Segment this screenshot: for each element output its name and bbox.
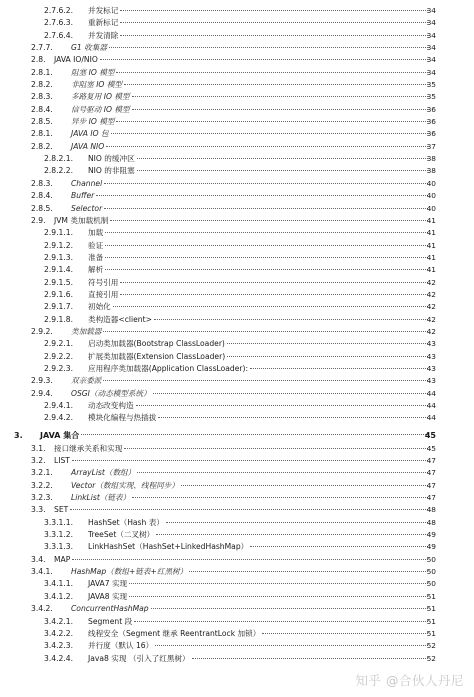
dot-leader bbox=[105, 238, 428, 246]
toc-entry-number: 3.4.1.2. bbox=[44, 591, 73, 601]
toc-entry-number: 3. bbox=[14, 430, 23, 440]
toc-entry-page: 36 bbox=[426, 117, 436, 127]
toc-entry-page: 43 bbox=[426, 351, 436, 361]
dot-leader bbox=[105, 262, 428, 270]
dot-leader bbox=[158, 410, 428, 418]
toc-entry-title: 动态改变构造 bbox=[88, 400, 135, 412]
toc-entry-number: 3.2. bbox=[31, 456, 46, 466]
dot-leader bbox=[104, 176, 428, 184]
toc-entry-page: 43 bbox=[426, 376, 436, 386]
toc-entry-number: 2.8.2.1. bbox=[44, 154, 73, 164]
toc-entry-number: 2.9.2. bbox=[31, 326, 53, 336]
toc-entry-number: 3.4.2.3. bbox=[44, 641, 73, 651]
toc-entry-title: G1 收集器 bbox=[71, 42, 108, 54]
toc-entry-page: 34 bbox=[426, 30, 436, 40]
toc-entry-page: 50 bbox=[426, 579, 436, 589]
toc-entry-number: 2.9.1.8. bbox=[44, 314, 73, 324]
toc-entry-number: 2.8.4. bbox=[31, 191, 53, 201]
toc-entry-page: 34 bbox=[426, 43, 436, 53]
toc-entry-page: 35 bbox=[426, 92, 436, 102]
toc-entry-title: LinkHashSet（HashSet+LinkedHashMap） bbox=[88, 541, 249, 553]
toc-entry-page: 50 bbox=[426, 567, 436, 577]
toc-entry-page: 49 bbox=[426, 542, 436, 552]
dot-leader bbox=[137, 465, 428, 473]
toc-entry-page: 41 bbox=[426, 215, 436, 225]
dot-leader bbox=[136, 398, 428, 406]
dot-leader bbox=[250, 361, 428, 369]
toc-entry-number: 3.4.2. bbox=[31, 604, 53, 614]
toc-entry-page: 34 bbox=[426, 55, 436, 65]
toc-entry-number: 2.9. bbox=[31, 215, 46, 225]
toc-entry-page: 52 bbox=[426, 641, 436, 651]
dot-leader bbox=[189, 564, 428, 572]
dot-leader bbox=[105, 225, 428, 233]
toc-entry-number: 2.8.2. bbox=[31, 141, 53, 151]
dot-leader bbox=[132, 89, 428, 97]
dot-leader bbox=[116, 114, 428, 122]
toc-entry-title: 准备 bbox=[88, 252, 104, 264]
toc-entry-page: 42 bbox=[426, 326, 436, 336]
toc-entry-title: JAVA IO 包 bbox=[71, 128, 110, 140]
toc-entry-title: HashSet（Hash 表） bbox=[88, 517, 165, 529]
toc-entry-title: 阻塞 IO 模型 bbox=[71, 67, 115, 79]
dot-leader bbox=[137, 163, 428, 171]
toc-entry-title: NIO 的非阻塞 bbox=[88, 165, 136, 177]
toc-entry-page: 36 bbox=[426, 104, 436, 114]
dot-leader bbox=[262, 626, 428, 634]
toc-entry-page: 47 bbox=[426, 456, 436, 466]
toc-entry-title: 接口继承关系和实现 bbox=[54, 443, 123, 455]
toc-entry-title-wrap bbox=[88, 412, 428, 424]
toc-entry-title: 并行度（默认 16） bbox=[88, 640, 154, 652]
toc-entry-number: 2.8.1. bbox=[31, 129, 53, 139]
dot-leader bbox=[134, 614, 428, 622]
dot-leader bbox=[72, 552, 428, 560]
toc-entry-title: JAVA8 实现 bbox=[88, 591, 128, 603]
toc-entry-page: 51 bbox=[426, 628, 436, 638]
toc-entry-title: NIO 的缓冲区 bbox=[88, 153, 136, 165]
toc-entry-number: 2.9.4.2. bbox=[44, 413, 73, 423]
toc-entry-page: 48 bbox=[426, 505, 436, 515]
toc-entry-title: 类构造器<client> bbox=[88, 314, 153, 326]
toc-entry-page: 42 bbox=[426, 314, 436, 324]
toc-entry-title: Vector（数组实现、线程同步） bbox=[71, 480, 180, 492]
toc-entry-number: 3.3.1.2. bbox=[44, 530, 73, 540]
toc-entry-page: 43 bbox=[426, 339, 436, 349]
toc-entry-title: Selector bbox=[71, 203, 103, 215]
toc-entry-title: 直接引用 bbox=[88, 289, 119, 301]
toc-entry-page: 47 bbox=[426, 480, 436, 490]
dot-leader bbox=[129, 576, 428, 584]
toc-entry[interactable] bbox=[0, 653, 474, 665]
dot-leader bbox=[120, 15, 428, 23]
toc-entry-number: 2.7.7. bbox=[31, 43, 53, 53]
toc-entry-title: LinkList（链表） bbox=[71, 492, 131, 504]
dot-leader bbox=[106, 139, 428, 147]
toc-entry-page: 52 bbox=[426, 653, 436, 663]
toc-entry-page: 44 bbox=[426, 388, 436, 398]
toc-entry-number: 2.9.1.6. bbox=[44, 289, 73, 299]
toc-entry-number: 3.4.1.1. bbox=[44, 579, 73, 589]
toc-entry-title: 符号引用 bbox=[88, 277, 119, 289]
toc-entry-title: 应用程序类加载器(Application ClassLoader): bbox=[88, 363, 249, 375]
dot-leader bbox=[96, 188, 428, 196]
toc-entry-number: 2.8.2. bbox=[31, 80, 53, 90]
toc-entry-title: 初始化 bbox=[88, 301, 112, 313]
toc-entry-page: 45 bbox=[426, 443, 436, 453]
dot-leader bbox=[111, 126, 428, 134]
dot-leader bbox=[156, 527, 428, 535]
watermark: 知乎 @合伙人丹尼 bbox=[355, 673, 464, 688]
toc-entry-page: 43 bbox=[426, 363, 436, 373]
dot-leader bbox=[153, 386, 428, 394]
toc-entry-page: 48 bbox=[426, 517, 436, 527]
toc-entry-number: 2.9.4.1. bbox=[44, 401, 73, 410]
toc-entry-page: 51 bbox=[426, 604, 436, 614]
toc-entry-page: 37 bbox=[426, 141, 436, 151]
toc-entry-page: 42 bbox=[426, 277, 436, 287]
toc-entry-number: 3.4.1. bbox=[31, 567, 53, 577]
toc-entry-number: 2.9.1.5. bbox=[44, 277, 73, 287]
toc-entry-title: ConcurrentHashMap bbox=[71, 603, 150, 615]
toc-entry-number: 3.4. bbox=[31, 554, 46, 564]
dot-leader bbox=[100, 52, 428, 60]
toc-entry-number: 2.8. bbox=[31, 55, 46, 65]
dot-leader bbox=[166, 515, 428, 523]
toc-entry-number: 3.3. bbox=[31, 505, 46, 515]
toc-entry-title: 加载 bbox=[88, 227, 104, 239]
toc-entry-title: 重新标记 bbox=[88, 17, 119, 29]
table-of-contents bbox=[0, 5, 474, 665]
dot-leader bbox=[72, 453, 428, 461]
toc-entry-title: Java8 实现 （引入了红黑树） bbox=[88, 653, 191, 665]
toc-entry-page: 40 bbox=[426, 178, 436, 188]
toc-entry-title: SET bbox=[54, 504, 69, 516]
toc-entry-number: 2.9.4. bbox=[31, 388, 53, 398]
dot-leader bbox=[227, 336, 428, 344]
toc-entry-title: Channel bbox=[71, 178, 103, 190]
dot-leader bbox=[151, 601, 428, 609]
toc-entry-title: 模块化编程与热插拔 bbox=[88, 412, 157, 424]
toc-entry-page: 51 bbox=[426, 616, 436, 626]
toc-entry-title: JAVA7 实现 bbox=[88, 578, 128, 590]
toc-entry-page: 40 bbox=[426, 191, 436, 201]
dot-leader bbox=[81, 427, 428, 435]
toc-entry-title: JAVA 集合 bbox=[40, 429, 80, 443]
toc-entry-page: 42 bbox=[426, 289, 436, 299]
toc-entry-title: 类加载器 bbox=[71, 326, 102, 338]
dot-leader bbox=[70, 502, 428, 510]
dot-leader bbox=[103, 324, 428, 332]
toc-entry-page: 34 bbox=[426, 6, 436, 15]
toc-entry-title: 并发清除 bbox=[88, 30, 119, 42]
dot-leader bbox=[181, 478, 428, 486]
toc-entry-number: 3.2.1. bbox=[31, 468, 53, 478]
toc-entry-number: 3.4.2.2. bbox=[44, 628, 73, 638]
toc-entry-title: 非阻塞 IO 模型 bbox=[71, 79, 123, 91]
toc-entry-number: 2.8.1. bbox=[31, 67, 53, 77]
toc-entry-page: 34 bbox=[426, 67, 436, 77]
toc-entry-number: 2.9.1.3. bbox=[44, 252, 73, 262]
toc-entry-number: 2.9.2.2. bbox=[44, 351, 73, 361]
toc-entry-title: TreeSet（二叉树） bbox=[88, 529, 155, 541]
dot-leader bbox=[227, 349, 428, 357]
toc-entry-page: 38 bbox=[426, 166, 436, 176]
toc-entry-number: 2.7.6.2. bbox=[44, 6, 73, 15]
toc-entry-page: 42 bbox=[426, 302, 436, 312]
toc-entry-page: 34 bbox=[426, 18, 436, 28]
dot-leader bbox=[137, 151, 428, 159]
toc-entry-number: 3.4.2.4. bbox=[44, 653, 73, 663]
toc-entry-title: MAP bbox=[54, 554, 71, 566]
dot-leader bbox=[132, 102, 428, 110]
toc-entry-title: 线程安全（Segment 继承 ReentrantLock 加锁） bbox=[88, 628, 261, 640]
toc-entry-page: 49 bbox=[426, 530, 436, 540]
dot-leader bbox=[120, 28, 428, 36]
toc-entry-number: 2.9.1.7. bbox=[44, 302, 73, 312]
toc-entry-title: Buffer bbox=[71, 190, 95, 202]
toc-entry-title: JAVA IO/NIO bbox=[54, 54, 99, 66]
toc-entry-title: LIST bbox=[54, 455, 71, 467]
toc-entry-title: Segment 段 bbox=[88, 616, 133, 628]
toc-entry-title: 双亲委派 bbox=[71, 375, 102, 387]
toc-entry-number: 2.9.3. bbox=[31, 376, 53, 386]
toc-entry-number: 3.2.2. bbox=[31, 480, 53, 490]
toc-entry-title: ArrayList（数组） bbox=[71, 467, 136, 479]
toc-entry-number: 2.7.6.4. bbox=[44, 30, 73, 40]
toc-entry-page: 47 bbox=[426, 468, 436, 478]
toc-entry-page: 38 bbox=[426, 154, 436, 164]
dot-leader bbox=[110, 213, 428, 221]
dot-leader bbox=[113, 299, 428, 307]
toc-entry-title: JAVA NIO bbox=[71, 141, 105, 153]
toc-entry-number: 2.8.2.2. bbox=[44, 166, 73, 176]
toc-entry-page: 41 bbox=[426, 265, 436, 275]
toc-entry-number: 2.8.4. bbox=[31, 104, 53, 114]
toc-entry-page: 44 bbox=[426, 413, 436, 423]
toc-entry-number: 2.9.1.1. bbox=[44, 228, 73, 238]
toc-entry-title: 异步 IO 模型 bbox=[71, 116, 115, 128]
toc-entry-title: 启动类加载器(Bootstrap ClassLoader) bbox=[88, 338, 226, 350]
toc-entry-title: 信号驱动 IO 模型 bbox=[71, 104, 131, 116]
toc-entry-number: 2.9.1.4. bbox=[44, 265, 73, 275]
dot-leader bbox=[120, 287, 428, 295]
toc-entry-number: 2.8.3. bbox=[31, 178, 53, 188]
toc-entry-title: HashMap（数组+链表+红黑树） bbox=[71, 566, 188, 578]
toc-entry-page: 47 bbox=[426, 493, 436, 503]
toc-entry-number: 3.1. bbox=[31, 443, 46, 453]
toc-entry-page: 50 bbox=[426, 554, 436, 564]
toc-entry-number: 3.3.1.3. bbox=[44, 542, 73, 552]
toc-entry-number: 3.2.3. bbox=[31, 493, 53, 503]
dot-leader bbox=[120, 3, 428, 11]
toc-entry-page: 35 bbox=[426, 80, 436, 90]
toc-entry-title: JVM 类加载机制 bbox=[54, 215, 109, 227]
toc-entry[interactable] bbox=[0, 412, 474, 424]
toc-entry-page: 45 bbox=[424, 430, 436, 440]
toc-entry-number: 2.8.5. bbox=[31, 203, 53, 213]
dot-leader bbox=[192, 651, 428, 659]
dot-leader bbox=[120, 275, 428, 283]
toc-entry-page: 36 bbox=[426, 129, 436, 139]
dot-leader bbox=[116, 65, 428, 73]
toc-entry-number: 2.8.5. bbox=[31, 117, 53, 127]
toc-entry-title: 多路复用 IO 模型 bbox=[71, 91, 131, 103]
toc-entry-number: 2.9.2.1. bbox=[44, 339, 73, 349]
dot-leader bbox=[132, 490, 428, 498]
toc-entry-page: 44 bbox=[426, 401, 436, 410]
dot-leader bbox=[109, 40, 428, 48]
toc-entry-title-wrap bbox=[88, 653, 428, 665]
toc-entry-number: 2.7.6.3. bbox=[44, 18, 73, 28]
dot-leader bbox=[124, 77, 428, 85]
toc-entry-number: 3.3.1.1. bbox=[44, 517, 73, 527]
toc-entry-title: 并发标记 bbox=[88, 5, 119, 17]
dot-leader bbox=[105, 250, 428, 258]
toc-entry-title: 解析 bbox=[88, 264, 104, 276]
dot-leader bbox=[154, 312, 428, 320]
dot-leader bbox=[103, 373, 428, 381]
toc-entry-page: 51 bbox=[426, 591, 436, 601]
toc-entry-number: 2.8.3. bbox=[31, 92, 53, 102]
toc-entry-page: 41 bbox=[426, 252, 436, 262]
toc-entry-title: 扩展类加载器(Extension ClassLoader) bbox=[88, 351, 226, 363]
toc-entry-number: 2.9.1.2. bbox=[44, 240, 73, 250]
dot-leader bbox=[124, 441, 428, 449]
dot-leader bbox=[104, 201, 428, 209]
dot-leader bbox=[250, 539, 428, 547]
dot-leader bbox=[155, 638, 428, 646]
toc-entry-page: 41 bbox=[426, 240, 436, 250]
toc-entry-page: 41 bbox=[426, 228, 436, 238]
dot-leader bbox=[129, 589, 428, 597]
toc-entry-title: OSGI（动态模型系统） bbox=[71, 388, 152, 400]
toc-entry-number: 2.9.2.3. bbox=[44, 363, 73, 373]
toc-entry-page: 40 bbox=[426, 203, 436, 213]
toc-entry-number: 3.4.2.1. bbox=[44, 616, 73, 626]
toc-entry-title: 验证 bbox=[88, 240, 104, 252]
